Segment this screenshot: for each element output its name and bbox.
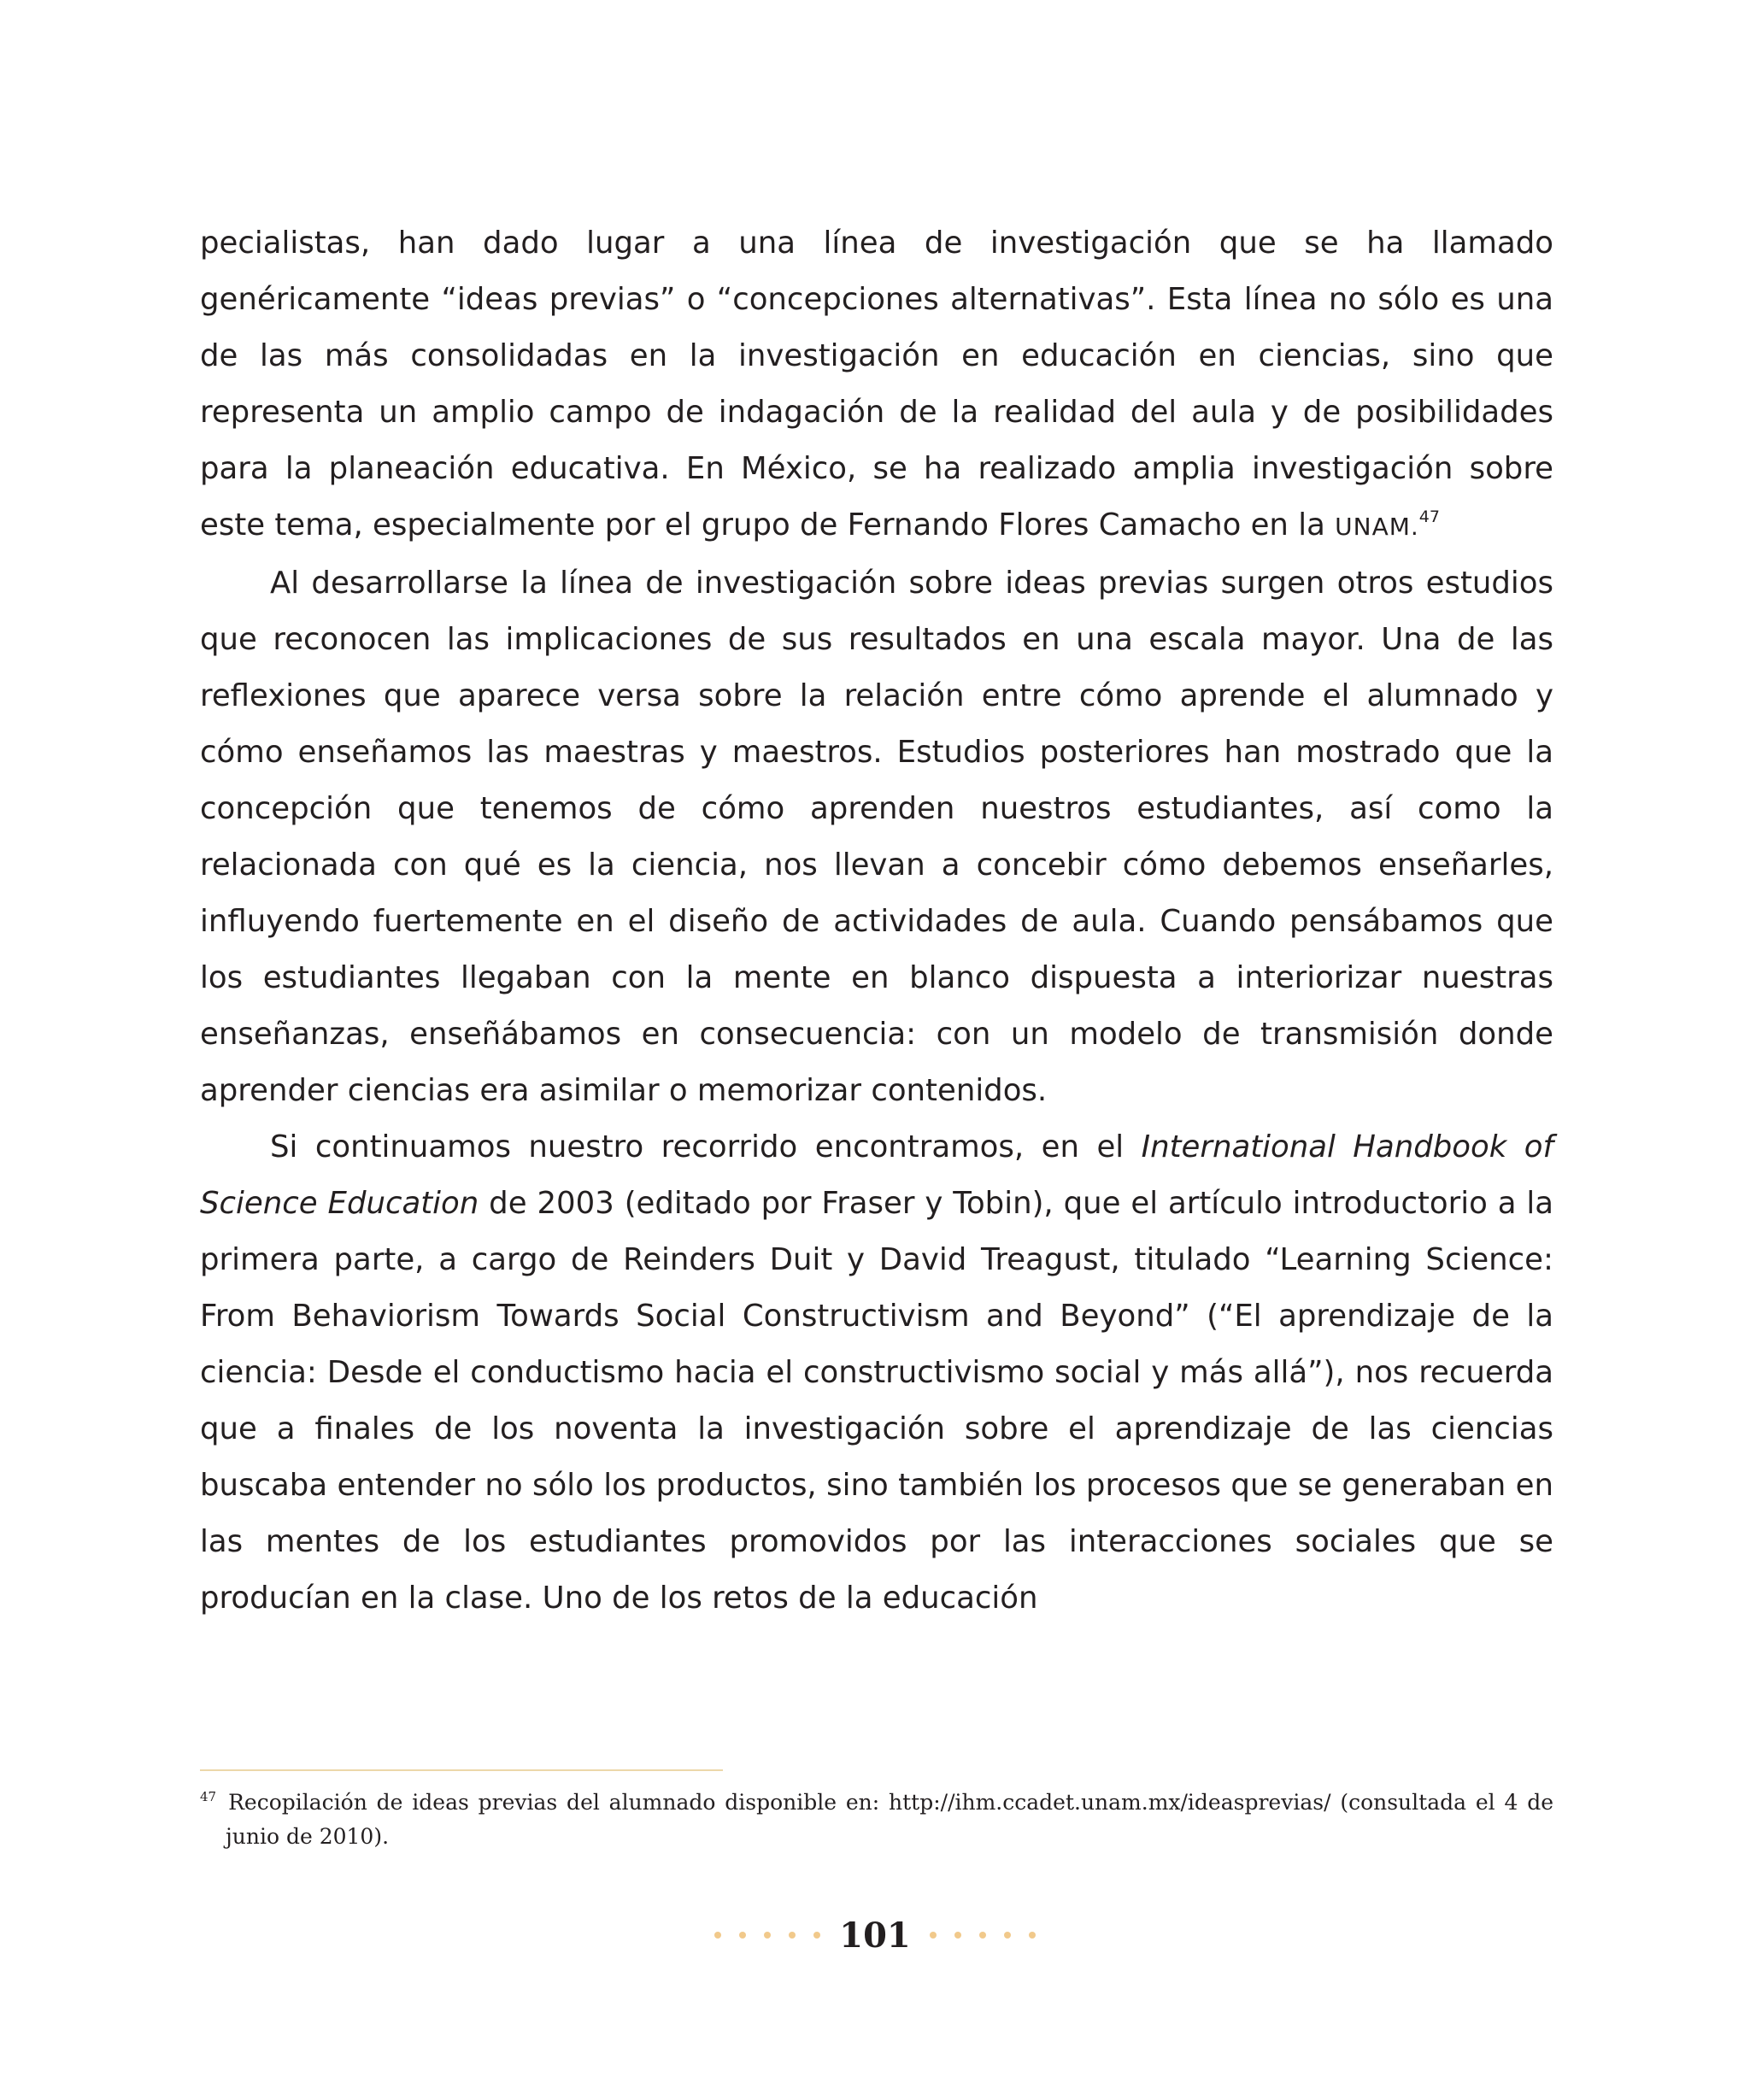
dot-ornament bbox=[1029, 1932, 1036, 1939]
paragraph-3 bbox=[200, 1119, 1553, 1627]
dot-ornament bbox=[979, 1932, 986, 1939]
paragraph-2: Al desarrollarse la línea de investigación sobre ideas previas surgen otros estudios que reconocen las implicaciones de sus resultados en una escala mayor. Una de las reflexiones que aparece versa sobre la relación entre cómo aprende el alumnado y cómo enseñamos las maestras y maestros. Estudios posteriores han mostrado que la concepción que tenemos de cómo aprenden nuestros estudiantes, así como la relacionada con qué es la ciencia, nos llevan a concebir cómo debemos enseñarles, influyendo fuertemente en el diseño de actividades de aula. Cuando pensábamos que los estudiantes llegaban con la mente en blanco dispuesta a interiorizar nuestras enseñanzas, enseñábamos en consecuencia: con un modelo de transmisión donde aprender ciencias era asimilar o memorizar contenidos. bbox=[200, 566, 1553, 1108]
footnote bbox=[200, 1786, 1553, 1854]
footnote-divider bbox=[200, 1769, 723, 1771]
dot-ornament bbox=[739, 1932, 746, 1939]
dot-ornament bbox=[813, 1932, 820, 1939]
dot-ornament bbox=[714, 1932, 721, 1939]
right-dots-ornament bbox=[930, 1932, 1036, 1939]
footnote-text: Recopilación de ideas previas del alumnado disponible en: http://ihm.ccadet.unam.mx/ideasprevias/ (consultada el 4 de junio de 2010). bbox=[226, 1790, 1553, 1849]
dot-ornament bbox=[1004, 1932, 1011, 1939]
page-number: 101 bbox=[839, 1915, 911, 1956]
dot-ornament bbox=[789, 1932, 796, 1939]
dot-ornament bbox=[954, 1932, 961, 1939]
body-text bbox=[200, 215, 1553, 1627]
paragraph-1-text: pecialistas, han dado lugar a una línea de investigación que se ha llamado genéricamente “ideas previas” o “concepciones alternativas”. Esta línea no sólo es una de las más consolidadas en la investigación en educación en ciencias, sino que representa un amplio campo de indagación de la realidad del aula y de posibilidades para la planeación educativa. En México, se ha realizado amplia investigación sobre este tema, especialmente por el grupo de Fernando Flores Camacho en la bbox=[200, 226, 1553, 543]
unam-abbreviation: UNAM. bbox=[1335, 513, 1419, 541]
page-footer bbox=[0, 1909, 1750, 1961]
paragraph-3-text-before: Si continuamos nuestro recorrido encontramos, en el bbox=[270, 1129, 1142, 1164]
paragraph-3-text-after: de 2003 (editado por Fraser y Tobin), que el artículo introductorio a la primera parte, a cargo de Reinders Duit y David Treagust, titulado “Learning Science: From Behaviorism Towards Social Constructivism and Beyond” (“El aprendizaje de la ciencia: Desde el conductismo hacia el constructivismo social y más allá”), nos recuerda que a finales de los noventa la investigación sobre el aprendizaje de las ciencias buscaba entender no sólo los productos, sino también los procesos que se generaban en las mentes de los estudiantes promovidos por las interacciones sociales que se producían en la clase. Uno de los retos de la educación bbox=[200, 1186, 1553, 1616]
book-title: International Handbook of Science Education bbox=[200, 1129, 1553, 1221]
dot-ornament bbox=[930, 1932, 937, 1939]
left-dots-ornament bbox=[714, 1932, 820, 1939]
footnote-number: 47 bbox=[200, 1789, 217, 1804]
footnote-reference[interactable]: 47 bbox=[1418, 507, 1440, 526]
dot-ornament bbox=[764, 1932, 771, 1939]
paragraph-1 bbox=[200, 215, 1553, 555]
